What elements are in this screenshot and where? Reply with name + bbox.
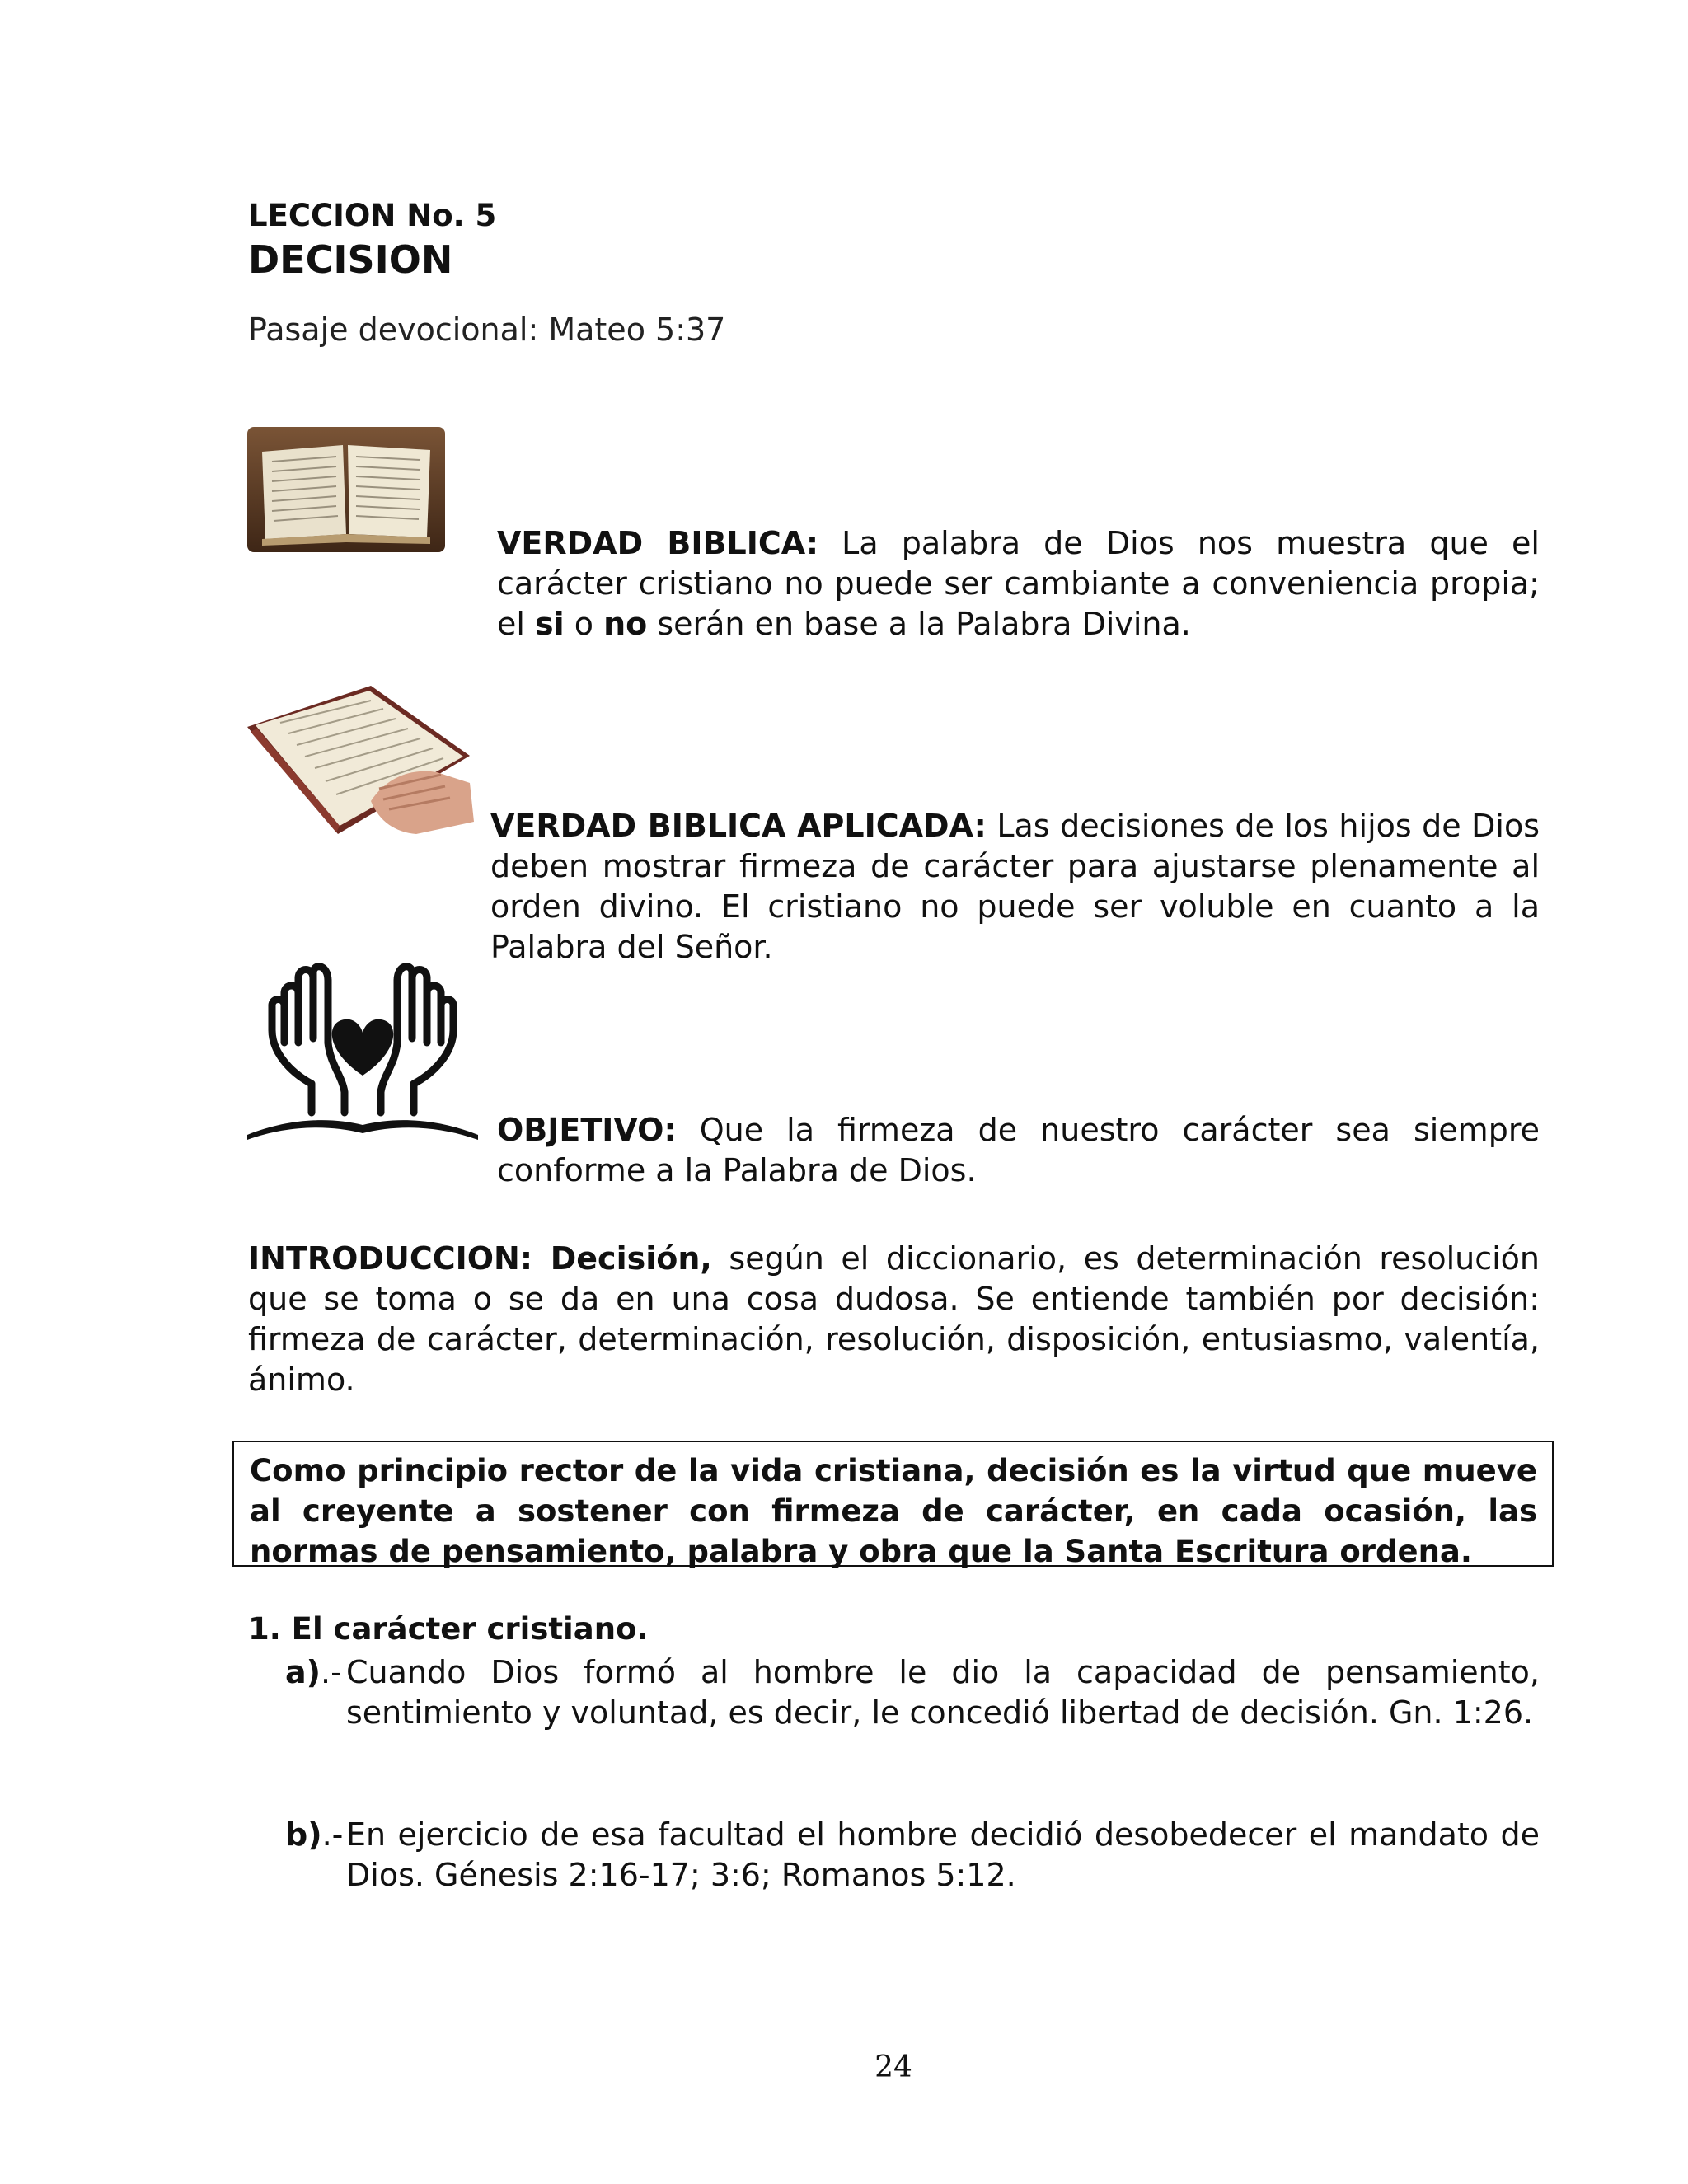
section-heading: 1. El carácter cristiano. xyxy=(248,1611,649,1647)
verdad-biblica-label: VERDAD BIBLICA: xyxy=(497,525,819,561)
verdad-aplicada-paragraph: VERDAD BIBLICA APLICADA: Las decisiones de los hijos de Dios deben mostrar firmeza de carácter para ajustarse plenamente al orden divino. El cristiano no puede ser voluble en cuanto a la Palabra del Señor. xyxy=(490,808,1540,965)
list-item: b).- En ejercicio de esa facultad el hombre decidió desobedecer el mandato de Dios. Génesis 2:16-17; 3:6; Romanos 5:12. xyxy=(285,1815,1540,1896)
list-item: a).- Cuando Dios formó al hombre le dio la capacidad de pensamiento, sentimiento y voluntad, es decir, le concedió libertad de decisión. Gn. 1:26. xyxy=(285,1652,1540,1733)
objetivo-label: OBJETIVO: xyxy=(497,1112,677,1148)
introduccion-paragraph: INTRODUCCION: Decisión, según el diccionario, es determinación resolución que se toma o se da en una cosa dudosa. Se entiende también por decisión: firmeza de carácter, determinación, resolución, disposición, entusiasmo, valentía, ánimo. xyxy=(248,1240,1540,1398)
verdad-aplicada-label: VERDAD BIBLICA APLICADA: xyxy=(490,808,987,844)
hand-on-bible-image xyxy=(247,677,476,838)
objetivo-paragraph: OBJETIVO: Que la firmeza de nuestro carácter sea siempre conforme a la Palabra de Dios. xyxy=(497,1112,1540,1188)
principle-box: Como principio rector de la vida cristiana, decisión es la virtud que mueve al creyente a sostener con firmeza de carácter, en cada ocasión, las normas de pensamiento, palabra y obra que la Santa Escritura ordena. xyxy=(232,1441,1554,1567)
hands-heart-bible-icon xyxy=(247,960,478,1141)
item-text: En ejercicio de esa facultad el hombre decidió desobedecer el mandato de Dios. Génesis 2:16-17; 3:6; Romanos 5:12. xyxy=(346,1816,1540,1893)
item-label: a) xyxy=(285,1654,321,1690)
introduccion-label: INTRODUCCION: Decisión, xyxy=(248,1240,712,1277)
open-bible-image xyxy=(247,427,445,552)
item-label: b) xyxy=(285,1816,322,1853)
verdad-biblica-paragraph: VERDAD BIBLICA: La palabra de Dios nos muestra que el carácter cristiano no puede ser cambiante a conveniencia propia; el si o no serán en base a la Palabra Divina. xyxy=(497,525,1540,642)
lesson-number: LECCION No. 5 xyxy=(248,198,497,233)
page-title: DECISION xyxy=(248,237,453,282)
item-text: Cuando Dios formó al hombre le dio la capacidad de pensamiento, sentimiento y voluntad, es decir, le concedió libertad de decisión. Gn. 1:26. xyxy=(346,1654,1540,1731)
devotional-passage: Pasaje devocional: Mateo 5:37 xyxy=(248,312,726,348)
page-number: 24 xyxy=(874,2050,912,2084)
